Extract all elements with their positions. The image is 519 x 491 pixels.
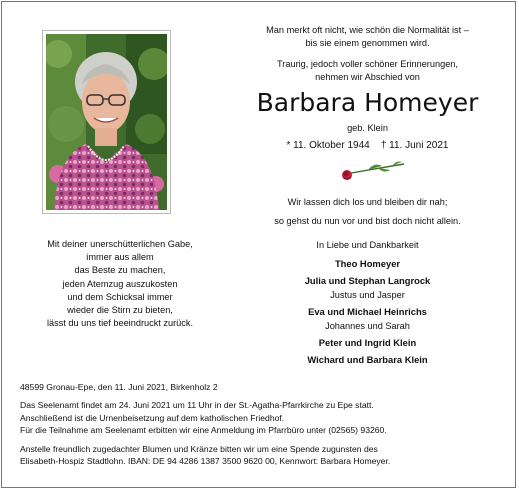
life-dates (240, 139, 495, 153)
mourner-group-5: Wichard und Barbara Klein (307, 354, 428, 365)
mourner-group-3-children: Johannes und Sarah (325, 321, 410, 331)
service-line-3: Für die Teilnahme am Seelenamt erbitten wir eine Anmeldung im Pfarrbüro unter (02565) 93260. (20, 425, 387, 436)
maiden-name: geb. Klein (347, 123, 388, 133)
poem-line: das Beste zu machen, (74, 265, 166, 276)
intro-line-2: bis sie einem genommen wird. (305, 38, 430, 48)
deceased-name: Barbara Homeyer (256, 88, 479, 117)
poem-line: lässt du uns tief beeindruckt zurück. (46, 318, 194, 329)
birth-date: * 11. Oktober 1944 (286, 140, 370, 151)
rose-icon (338, 158, 408, 182)
mourners-heading: In Liebe und Dankbarkeit (316, 240, 419, 250)
intro-line-3: Traurig, jedoch voller schöner Erinnerungen, (277, 59, 458, 69)
poem-line: und dem Schicksal immer (67, 291, 173, 302)
mourners-list (240, 238, 495, 367)
mourner-group-3: Eva und Michael Heinrichs (308, 306, 427, 317)
mourner-group-2: Julia und Stephan Langrock (304, 275, 431, 286)
death-date: † 11. Juni 2021 (380, 140, 449, 151)
mourner-group-1: Theo Homeyer (334, 258, 401, 269)
poem-line: Mit deiner unerschütterlichen Gabe, (47, 239, 193, 249)
service-info (20, 399, 490, 436)
poem-line: immer aus allem (86, 252, 154, 263)
service-line-1: Das Seelenamt findet am 24. Juni 2021 um 11 Uhr in der St.-Agatha-Pfarrkirche zu Epe statt. (20, 400, 374, 411)
poem-line: jeden Atemzug auszukosten (62, 278, 178, 289)
farewell-intro (240, 58, 495, 84)
poem-line: wieder die Stirn zu bieten, (67, 305, 173, 316)
footer (20, 381, 490, 473)
intro-quote (240, 24, 495, 50)
portrait-photo (42, 30, 171, 214)
mourner-group-4: Peter und Ingrid Klein (318, 337, 417, 348)
donation-line-2: Elisabeth-Hospiz Stadtlohn. IBAN: DE 94 4286 1387 3500 9620 00, Kennwort: Barbara Homeyer. (20, 456, 391, 467)
donation-info (20, 443, 490, 468)
mourner-group-2-children: Justus und Jasper (330, 290, 405, 300)
quote-line-1: Wir lassen dich los und bleiben dir nah; (287, 197, 448, 207)
service-line-2: Anschließend ist die Urnenbeisetzung auf dem katholischen Friedhof. (20, 412, 285, 423)
poem (20, 238, 220, 330)
donation-line-1: Anstelle freundlich zugedachter Blumen und Kränze bitten wir um eine Spende zugunsten des (20, 443, 378, 454)
intro-line-1: Man merkt oft nicht, wie schön die Normalität ist – (266, 25, 469, 35)
farewell-quote (240, 196, 495, 228)
intro-line-4: nehmen wir Abschied von (315, 72, 420, 82)
address-line: 48599 Gronau-Epe, den 11. Juni 2021, Birkenholz 2 (20, 382, 218, 392)
quote-line-2: so gehst du nun vor und bist doch nicht allein. (274, 216, 461, 226)
